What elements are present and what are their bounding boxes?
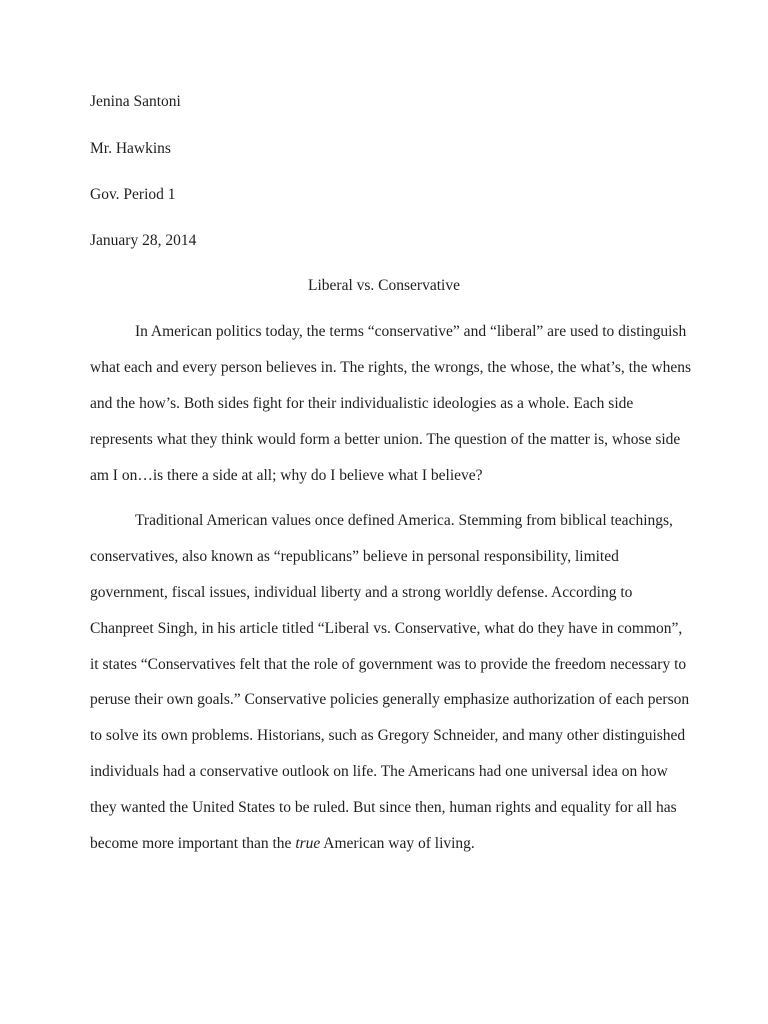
paragraph-line: peruse their own goals.” Conservative policies generally emphasize authorization of each person: [90, 691, 690, 708]
line-text: American way of living.: [320, 835, 475, 852]
emphasized-word: true: [295, 835, 321, 852]
paragraph-line: represents what they think would form a better union. The question of the matter is, whose side: [90, 431, 681, 448]
paragraph-line: In American politics today, the terms “conservative” and “liberal” are used to distinguish: [135, 323, 687, 340]
paragraph-line: to solve its own problems. Historians, such as Gregory Schneider, and many other distinguished: [90, 727, 686, 744]
paragraph-line: Traditional American values once defined America. Stemming from biblical teachings,: [135, 512, 673, 529]
class-period: Gov. Period 1: [90, 186, 176, 203]
paragraph-line: it states “Conservatives felt that the role of government was to provide the freedom necessary to: [90, 656, 687, 673]
document-date: January 28, 2014: [90, 232, 197, 249]
paragraph-line: they wanted the United States to be ruled. But since then, human rights and equality for all has: [90, 799, 677, 816]
paragraph-line: government, fiscal issues, individual liberty and a strong worldly defense. According to: [90, 584, 633, 601]
student-name: Jenina Santoni: [90, 93, 181, 110]
paragraph-line: individuals had a conservative outlook on life. The Americans had one universal idea on how: [90, 763, 668, 780]
teacher-name: Mr. Hawkins: [90, 140, 171, 157]
line-text: become more important than the: [90, 835, 296, 852]
paragraph-line: Chanpreet Singh, in his article titled “Liberal vs. Conservative, what do they have in common”,: [90, 620, 683, 637]
paragraph-line: conservatives, also known as “republicans” believe in personal responsibility, limited: [90, 548, 619, 565]
paragraph-line: am I on…is there a side at all; why do I believe what I believe?: [90, 467, 483, 484]
paragraph-line: [90, 834, 475, 854]
paragraph-line: what each and every person believes in. The rights, the wrongs, the whose, the what’s, the whens: [90, 359, 692, 376]
paragraph-line: and the how’s. Both sides fight for their individualistic ideologies as a whole. Each side: [90, 395, 634, 412]
essay-title: Liberal vs. Conservative: [308, 277, 460, 294]
